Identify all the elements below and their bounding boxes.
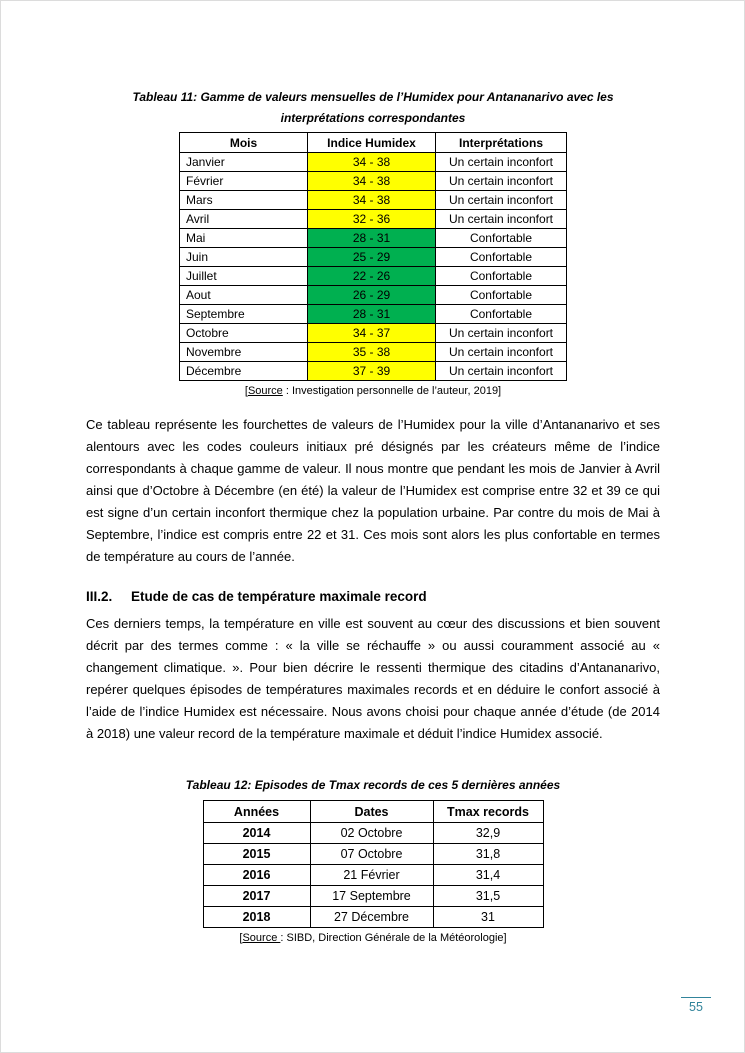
paragraph-humidex-analysis: Ce tableau représente les fourchettes de valeurs de l’Humidex pour la ville d’Antananarivo et ses alentours avec les codes couleurs initiaux pré désignés par les créateurs même de l’indice correspondants à chaque gamme de valeur. Il nous montre que pendant les mois de Janvier à Avril ainsi que d’Octobre à Décembre (en été) la valeur de l’Humidex est comprise entre 32 et 39 ce qui est signe d’un certain inconfort thermique chez la population urbaine. Par contre du mois de Mai à Septembre, l’indice est compris entre 22 et 31. Ces mois sont alors les plus confortable en termes de température au cours de l’année. (86, 417, 660, 564)
header-dates: Dates (310, 801, 433, 823)
table11-source (86, 385, 660, 397)
humidex-range-cell: 25 - 29 (308, 248, 436, 267)
table-row (203, 886, 543, 907)
interpretation-cell: Un certain inconfort (436, 172, 567, 191)
month-cell: Janvier (180, 153, 308, 172)
table11-caption-line2: interprétations correspondantes (280, 111, 466, 125)
interpretation-cell: Un certain inconfort (436, 153, 567, 172)
header-indice-humidex: Indice Humidex (308, 133, 436, 153)
year-cell: 2014 (203, 823, 310, 844)
year-cell: 2017 (203, 886, 310, 907)
year-cell: 2018 (203, 907, 310, 928)
table-row (180, 248, 567, 267)
table-row (203, 907, 543, 928)
table-row (180, 362, 567, 381)
table12-caption: Tableau 12: Episodes de Tmax records de ces 5 dernières années (185, 778, 561, 792)
tmax-table-header-row (203, 801, 543, 823)
humidex-range-cell: 28 - 31 (308, 305, 436, 324)
table-row (180, 153, 567, 172)
interpretation-cell: Confortable (436, 267, 567, 286)
table-row (180, 267, 567, 286)
month-cell: Juin (180, 248, 308, 267)
date-cell: 27 Décembre (310, 907, 433, 928)
tmax-record-cell: 31,4 (433, 865, 543, 886)
humidex-range-cell: 28 - 31 (308, 229, 436, 248)
month-cell: Juillet (180, 267, 308, 286)
humidex-range-cell: 34 - 38 (308, 153, 436, 172)
table-row (180, 286, 567, 305)
month-cell: Mars (180, 191, 308, 210)
date-cell: 21 Février (310, 865, 433, 886)
humidex-range-cell: 26 - 29 (308, 286, 436, 305)
table11-caption (86, 87, 660, 129)
date-cell: 02 Octobre (310, 823, 433, 844)
table-row (203, 844, 543, 865)
source-text: : Investigation personnelle de l’auteur, 2019] (282, 385, 502, 397)
tmax-record-cell: 32,9 (433, 823, 543, 844)
header-tmax-records: Tmax records (433, 801, 543, 823)
interpretation-cell: Confortable (436, 305, 567, 324)
source-text: : SIBD, Direction Générale de la Météorologie] (280, 932, 507, 944)
humidex-range-cell: 35 - 38 (308, 343, 436, 362)
humidex-range-cell: 34 - 38 (308, 172, 436, 191)
interpretation-cell: Confortable (436, 286, 567, 305)
month-cell: Avril (180, 210, 308, 229)
table-row (180, 229, 567, 248)
table12-source (86, 932, 660, 944)
humidex-table (179, 132, 567, 381)
interpretation-cell: Un certain inconfort (436, 343, 567, 362)
table-row (180, 210, 567, 229)
source-open-bracket: [ (239, 932, 243, 944)
interpretation-cell: Confortable (436, 229, 567, 248)
month-cell: Aout (180, 286, 308, 305)
tmax-table-body (203, 823, 543, 928)
date-cell: 17 Septembre (310, 886, 433, 907)
source-label: Source (247, 385, 283, 397)
interpretation-cell: Un certain inconfort (436, 210, 567, 229)
tmax-record-cell: 31,8 (433, 844, 543, 865)
header-interpretations: Interprétations (436, 133, 567, 153)
tmax-record-cell: 31 (433, 907, 543, 928)
source-label: Source (242, 932, 281, 944)
page-footer (681, 997, 711, 1014)
year-cell: 2015 (203, 844, 310, 865)
month-cell: Mai (180, 229, 308, 248)
humidex-range-cell: 34 - 38 (308, 191, 436, 210)
section-title: Etude de cas de température maximale record (131, 589, 427, 604)
table-row (180, 305, 567, 324)
month-cell: Octobre (180, 324, 308, 343)
date-cell: 07 Octobre (310, 844, 433, 865)
paragraph-tmax-intro: Ces derniers temps, la température en ville est souvent au cœur des discussions et bien souvent décrit par des termes comme : « la ville se réchauffe » ou aussi couramment associé au « changement climatique. ». Pour bien décrire le ressenti thermique des citadins d’Antananarivo, repérer quelques épisodes de températures maximales records et en déduire le confort associé à l’aide de l’indice Humidex est nécessaire. Nous avons choisi pour chaque année d’étude (de 2014 à 2018) une valeur record de la température maximale et déduit l’indice Humidex associé. (86, 616, 660, 741)
interpretation-cell: Un certain inconfort (436, 362, 567, 381)
month-cell: Novembre (180, 343, 308, 362)
humidex-range-cell: 32 - 36 (308, 210, 436, 229)
month-cell: Février (180, 172, 308, 191)
interpretation-cell: Confortable (436, 248, 567, 267)
table-row (180, 172, 567, 191)
month-cell: Septembre (180, 305, 308, 324)
source-open-bracket: [ (244, 385, 248, 397)
table-row (180, 343, 567, 362)
humidex-range-cell: 22 - 26 (308, 267, 436, 286)
footer-rule (681, 997, 711, 998)
humidex-table-header-row (180, 133, 567, 153)
humidex-table-body (180, 153, 567, 381)
table-row (180, 324, 567, 343)
humidex-range-cell: 34 - 37 (308, 324, 436, 343)
tmax-table (203, 800, 544, 928)
header-mois: Mois (180, 133, 308, 153)
tmax-record-cell: 31,5 (433, 886, 543, 907)
header-annees: Années (203, 801, 310, 823)
section-number: III.2. (86, 589, 113, 604)
interpretation-cell: Un certain inconfort (436, 324, 567, 343)
table-row (203, 865, 543, 886)
table-row (203, 823, 543, 844)
year-cell: 2016 (203, 865, 310, 886)
interpretation-cell: Un certain inconfort (436, 191, 567, 210)
humidex-range-cell: 37 - 39 (308, 362, 436, 381)
page-number: 55 (689, 1000, 703, 1014)
table11-caption-line1: Tableau 11: Gamme de valeurs mensuelles de l’Humidex pour Antananarivo avec les (132, 90, 614, 104)
month-cell: Décembre (180, 362, 308, 381)
section-heading (86, 589, 660, 604)
table-row (180, 191, 567, 210)
